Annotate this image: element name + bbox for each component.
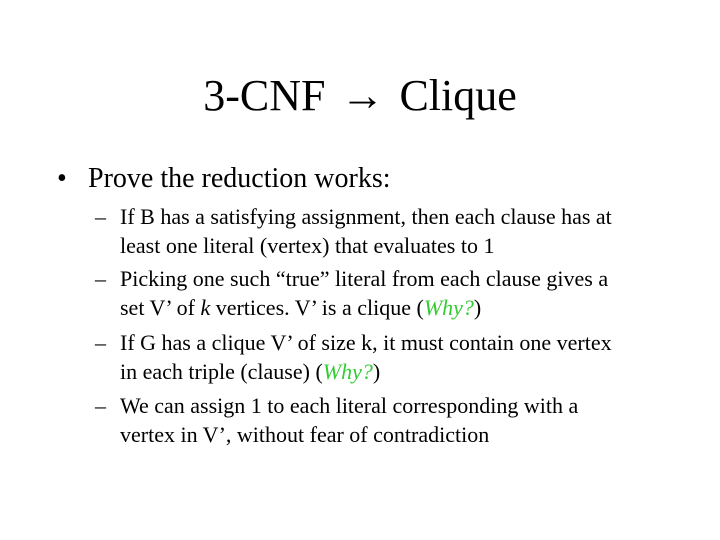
sub-bullet-line: vertex in V’, without fear of contradiction	[120, 422, 490, 447]
dash-marker-icon: –	[95, 393, 106, 418]
sub-bullet-line: If G has a clique V’ of size k, it must contain one vertex	[120, 330, 612, 355]
bullet-dot-icon: •	[57, 163, 67, 194]
slide-title	[0, 70, 720, 122]
dash-marker-icon: –	[95, 330, 106, 355]
sub-bullet-line: If B has a satisfying assignment, then each clause has at	[120, 204, 612, 229]
sub-bullet-body	[120, 264, 700, 322]
dash-marker-icon: –	[95, 266, 106, 291]
title-left: 3-CNF	[203, 71, 326, 120]
sub-bullet-body	[120, 328, 700, 386]
title-right: Clique	[399, 71, 517, 120]
text-segment: )	[473, 295, 482, 320]
sub-bullet-body	[120, 391, 700, 449]
text-segment: set V’ of	[120, 295, 201, 320]
text-segment: in each triple (clause) (	[120, 359, 323, 384]
right-arrow-icon: →	[340, 71, 385, 120]
sub-bullet-body	[120, 202, 700, 260]
sub-bullet-line: least one literal (vertex) that evaluates to 1	[120, 233, 495, 258]
text-segment: vertices. V’ is a clique (	[210, 295, 424, 320]
text-segment: )	[372, 359, 381, 384]
why-label: Why?	[423, 295, 474, 320]
why-label: Why?	[322, 359, 373, 384]
sub-bullet-line: We can assign 1 to each literal corresponding with a	[120, 393, 579, 418]
sub-bullet-line: Picking one such “true” literal from each clause gives a	[120, 266, 609, 291]
sub-bullet-line	[120, 357, 700, 386]
dash-marker-icon: –	[95, 204, 106, 229]
variable-k: k	[200, 295, 211, 320]
main-bullet-text: Prove the reduction works:	[88, 163, 391, 194]
sub-bullet-line	[120, 293, 700, 322]
